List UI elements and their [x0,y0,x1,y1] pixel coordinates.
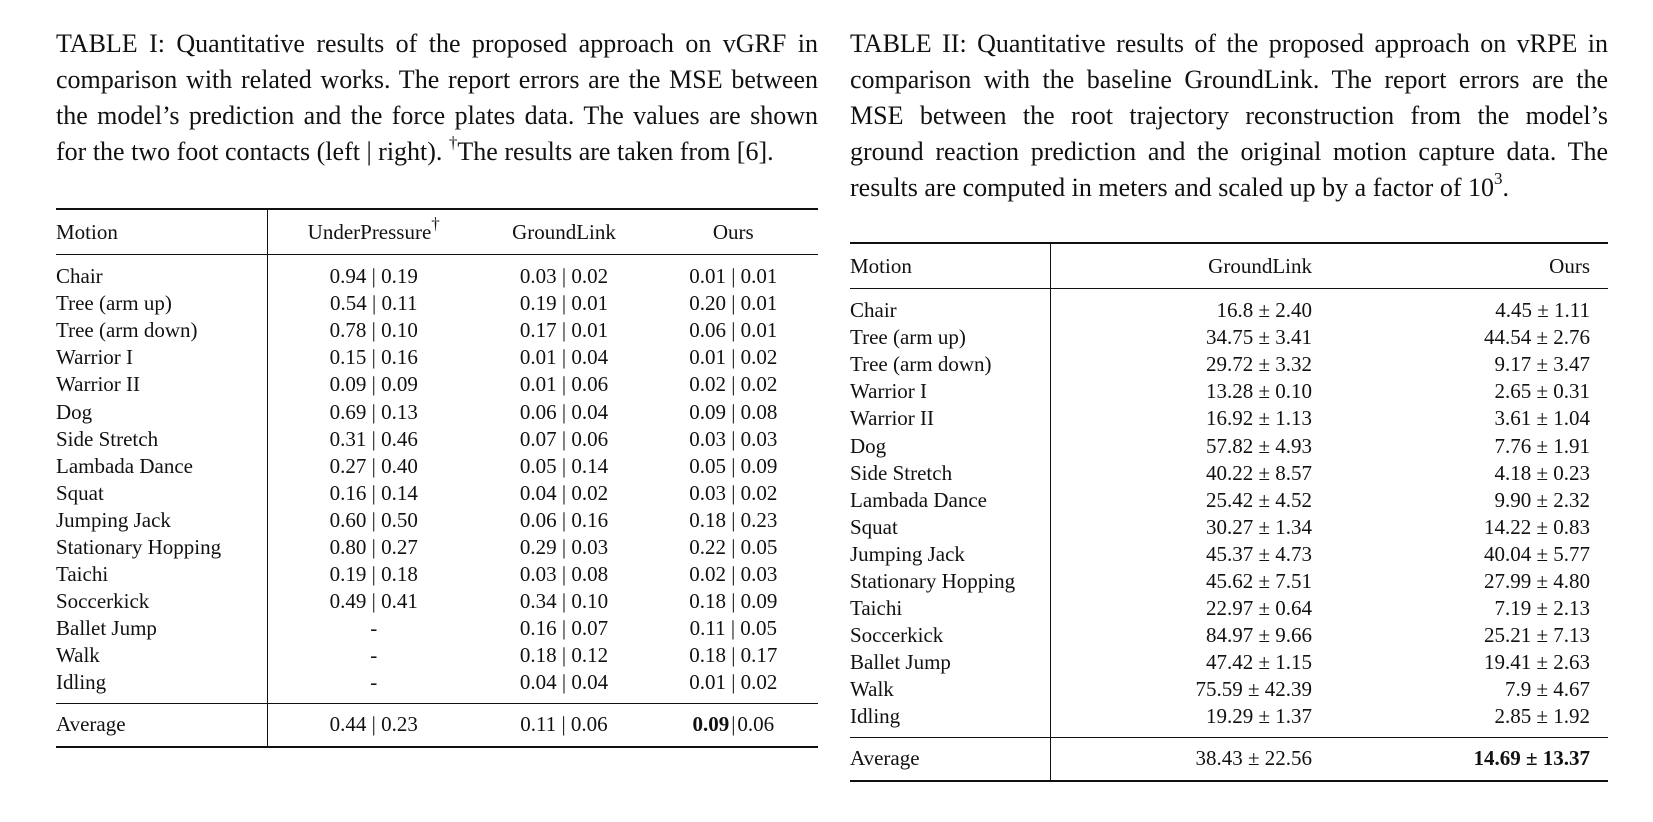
underpressure-cell: - [268,615,480,642]
groundlink-cell: 0.34 | 0.10 [519,589,609,614]
motion-cell: Jumping Jack [56,507,171,532]
ours-cell: 0.03 | 0.03 [689,426,778,451]
table-row [56,507,818,534]
header-ours: Ours [1330,243,1608,289]
header-motion: Motion [56,209,268,255]
groundlink-cell: 19.29 ± 1.37 [1050,703,1330,737]
header-motion: Motion [850,243,1050,289]
underpressure-cell: 0.54 | 0.11 [268,290,480,317]
motion-cell: Squat [850,514,898,539]
motion-cell: Walk [56,643,100,668]
average-label: Average [56,703,268,747]
table-2-caption: TABLE II: Quantitative results of the proposed approach on vRPE in comparison with the baseline GroundLink. The report errors are the MSE between the root trajectory reconstruction from the model’s ground reaction prediction and the original motion capture data. The results are computed in meters and scaled up by a factor of $10^3$. [850,29,1608,202]
underpressure-cell: - [268,642,480,669]
groundlink-cell: 22.97 ± 0.64 [1050,595,1330,622]
motion-cell: Tree (arm down) [56,318,198,343]
table-row [850,541,1608,568]
motion-cell: Warrior II [56,372,141,397]
table-row [850,622,1608,649]
groundlink-cell: 0.01 | 0.04 [519,345,609,370]
groundlink-cell: 16.8 ± 2.40 [1050,289,1330,325]
motion-cell: Jumping Jack [850,541,965,566]
motion-cell: Warrior II [850,406,935,431]
underpressure-cell: 0.49 | 0.41 [268,588,480,615]
groundlink-cell: 0.07 | 0.06 [519,426,609,451]
table-row [56,398,818,425]
ours-cell: 40.04 ± 5.77 [1483,541,1590,566]
groundlink-cell: 0.18 | 0.12 [519,643,609,668]
ours-cell: 0.09 | 0.08 [689,399,778,424]
ours-cell: 4.18 ± 0.23 [1494,460,1590,485]
ours-cell: 0.18 | 0.23 [689,507,778,532]
motion-cell: Idling [850,704,901,729]
groundlink-cell: 57.82 ± 4.93 [1050,432,1330,459]
underpressure-cell: 0.69 | 0.13 [268,398,480,425]
underpressure-cell: 0.60 | 0.50 [268,507,480,534]
table-row [850,405,1608,432]
groundlink-cell: 0.05 | 0.14 [519,453,609,478]
underpressure-cell: 0.19 | 0.18 [268,561,480,588]
table-row [56,561,818,588]
table-row [56,453,818,480]
ours-cell: 0.05 | 0.09 [689,453,778,478]
motion-cell: Warrior I [850,379,928,404]
table-row [56,534,818,561]
average-ours: 14.69 ± 13.37 [1330,737,1608,781]
table-row [56,480,818,507]
ours-cell: 0.01 | 0.01 [689,264,778,289]
motion-cell: Soccerkick [56,589,150,614]
ours-cell: 19.41 ± 2.63 [1483,650,1590,675]
header-groundlink: GroundLink [1050,243,1330,289]
groundlink-cell: 29.72 ± 3.32 [1050,351,1330,378]
table-row [850,324,1608,351]
ours-cell: 2.65 ± 0.31 [1494,379,1590,404]
table-row [850,487,1608,514]
table-row [56,669,818,703]
ours-cell: 14.22 ± 0.83 [1483,514,1590,539]
ours-cell: 0.20 | 0.01 [689,291,778,316]
groundlink-cell: 34.75 ± 3.41 [1050,324,1330,351]
ours-cell: 7.76 ± 1.91 [1494,433,1590,458]
motion-cell: Soccerkick [850,623,944,648]
table-row [56,615,818,642]
motion-cell: Squat [56,480,104,505]
groundlink-cell: 40.22 ± 8.57 [1050,460,1330,487]
groundlink-cell: 0.06 | 0.04 [519,399,609,424]
ours-cell: 2.85 ± 1.92 [1494,704,1590,729]
groundlink-cell: 25.42 ± 4.52 [1050,487,1330,514]
table-row [850,378,1608,405]
ours-cell: 0.06 | 0.01 [689,318,778,343]
groundlink-cell: 75.59 ± 42.39 [1050,676,1330,703]
table-header-row [56,209,818,255]
motion-cell: Walk [850,677,894,702]
motion-cell: Taichi [56,562,109,587]
table-2 [850,242,1608,782]
ours-cell: 0.18 | 0.17 [689,643,778,668]
motion-cell: Stationary Hopping [56,534,222,559]
header-ours: Ours [649,209,818,255]
header-groundlink: GroundLink [479,209,648,255]
table-row [850,649,1608,676]
motion-cell: Side Stretch [56,426,159,451]
groundlink-cell: 0.29 | 0.03 [519,534,609,559]
average-label: Average [850,737,1050,781]
groundlink-cell: 84.97 ± 9.66 [1050,622,1330,649]
underpressure-cell: 0.27 | 0.40 [268,453,480,480]
motion-cell: Taichi [850,596,903,621]
motion-cell: Tree (arm up) [56,291,172,316]
motion-cell: Lambada Dance [56,453,194,478]
ours-cell: 0.03 | 0.02 [689,480,778,505]
motion-cell: Dog [850,433,887,458]
ours-cell: 44.54 ± 2.76 [1483,325,1590,350]
groundlink-cell: 0.17 | 0.01 [519,318,609,343]
table-1-caption: TABLE I: Quantitative results of the proposed approach on vGRF in comparison with related works. The report errors are the MSE between the model’s prediction and the force plates data. The values are shown for the two foot contacts (left | right). †The results are taken from [6]. [56,29,818,166]
groundlink-cell: 13.28 ± 0.10 [1050,378,1330,405]
ours-cell: 25.21 ± 7.13 [1483,623,1590,648]
ours-cell: 27.99 ± 4.80 [1483,568,1590,593]
groundlink-cell: 47.42 ± 1.15 [1050,649,1330,676]
underpressure-cell: 0.15 | 0.16 [268,344,480,371]
average-row [56,703,818,747]
table-row [850,703,1608,737]
average-groundlink: 0.11 | 0.06 [479,703,648,747]
table-1-block [56,26,818,748]
groundlink-cell: 45.62 ± 7.51 [1050,568,1330,595]
table-row [850,568,1608,595]
average-ours: 0.09|0.06 [649,703,818,747]
ours-cell: 3.61 ± 1.04 [1494,406,1590,431]
table-1 [56,208,818,748]
ours-cell: 9.90 ± 2.32 [1494,487,1590,512]
ours-cell: 0.11 | 0.05 [689,616,778,641]
ours-cell: 0.01 | 0.02 [689,670,778,695]
average-underpressure: 0.44 | 0.23 [268,703,480,747]
motion-cell: Chair [56,264,103,289]
motion-cell: Side Stretch [850,460,953,485]
ours-cell: 0.01 | 0.02 [689,345,778,370]
groundlink-cell: 0.06 | 0.16 [519,507,609,532]
underpressure-cell: 0.78 | 0.10 [268,317,480,344]
motion-cell: Dog [56,399,93,424]
motion-cell: Chair [850,298,897,323]
header-underpressure: UnderPressure† [268,209,480,255]
underpressure-cell: - [268,669,480,703]
average-row [850,737,1608,781]
motion-cell: Tree (arm down) [850,352,992,377]
dagger-mark: † [448,133,458,153]
groundlink-cell: 0.04 | 0.04 [519,670,609,695]
table-row [850,351,1608,378]
table-row [56,317,818,344]
ours-cell: 7.19 ± 2.13 [1494,596,1590,621]
groundlink-cell: 16.92 ± 1.13 [1050,405,1330,432]
table-row [56,588,818,615]
table-row [850,676,1608,703]
table-header-row [850,243,1608,289]
average-groundlink: 38.43 ± 22.56 [1050,737,1330,781]
motion-cell: Stationary Hopping [850,568,1016,593]
ours-cell: 9.17 ± 3.47 [1494,352,1590,377]
underpressure-cell: 0.09 | 0.09 [268,371,480,398]
motion-cell: Ballet Jump [850,650,951,675]
table-2-block [850,26,1608,782]
motion-cell: Idling [56,670,107,695]
table-row [850,432,1608,459]
ours-cell: 0.18 | 0.09 [689,589,778,614]
ours-cell: 4.45 ± 1.11 [1495,298,1590,323]
table-row [56,255,818,291]
motion-cell: Tree (arm up) [850,325,966,350]
table-row [850,460,1608,487]
motion-cell: Warrior I [56,345,134,370]
ours-cell: 0.22 | 0.05 [689,534,778,559]
table-row [850,514,1608,541]
ours-cell: 7.9 ± 4.67 [1504,677,1590,702]
groundlink-cell: 0.19 | 0.01 [519,291,609,316]
groundlink-cell: 0.04 | 0.02 [519,480,609,505]
ours-cell: 0.02 | 0.02 [689,372,778,397]
groundlink-cell: 0.16 | 0.07 [519,616,609,641]
ours-cell: 0.02 | 0.03 [689,562,778,587]
groundlink-cell: 30.27 ± 1.34 [1050,514,1330,541]
groundlink-cell: 45.37 ± 4.73 [1050,541,1330,568]
underpressure-cell: 0.94 | 0.19 [268,255,480,291]
groundlink-cell: 0.03 | 0.02 [519,264,609,289]
groundlink-cell: 0.01 | 0.06 [519,372,609,397]
underpressure-cell: 0.31 | 0.46 [268,426,480,453]
table-row [56,371,818,398]
table-row [56,290,818,317]
table-row [56,426,818,453]
table-row [850,289,1608,325]
motion-cell: Lambada Dance [850,487,988,512]
table-row [56,642,818,669]
table-row [850,595,1608,622]
underpressure-cell: 0.16 | 0.14 [268,480,480,507]
motion-cell: Ballet Jump [56,616,157,641]
groundlink-cell: 0.03 | 0.08 [519,562,609,587]
table-row [56,344,818,371]
underpressure-cell: 0.80 | 0.27 [268,534,480,561]
